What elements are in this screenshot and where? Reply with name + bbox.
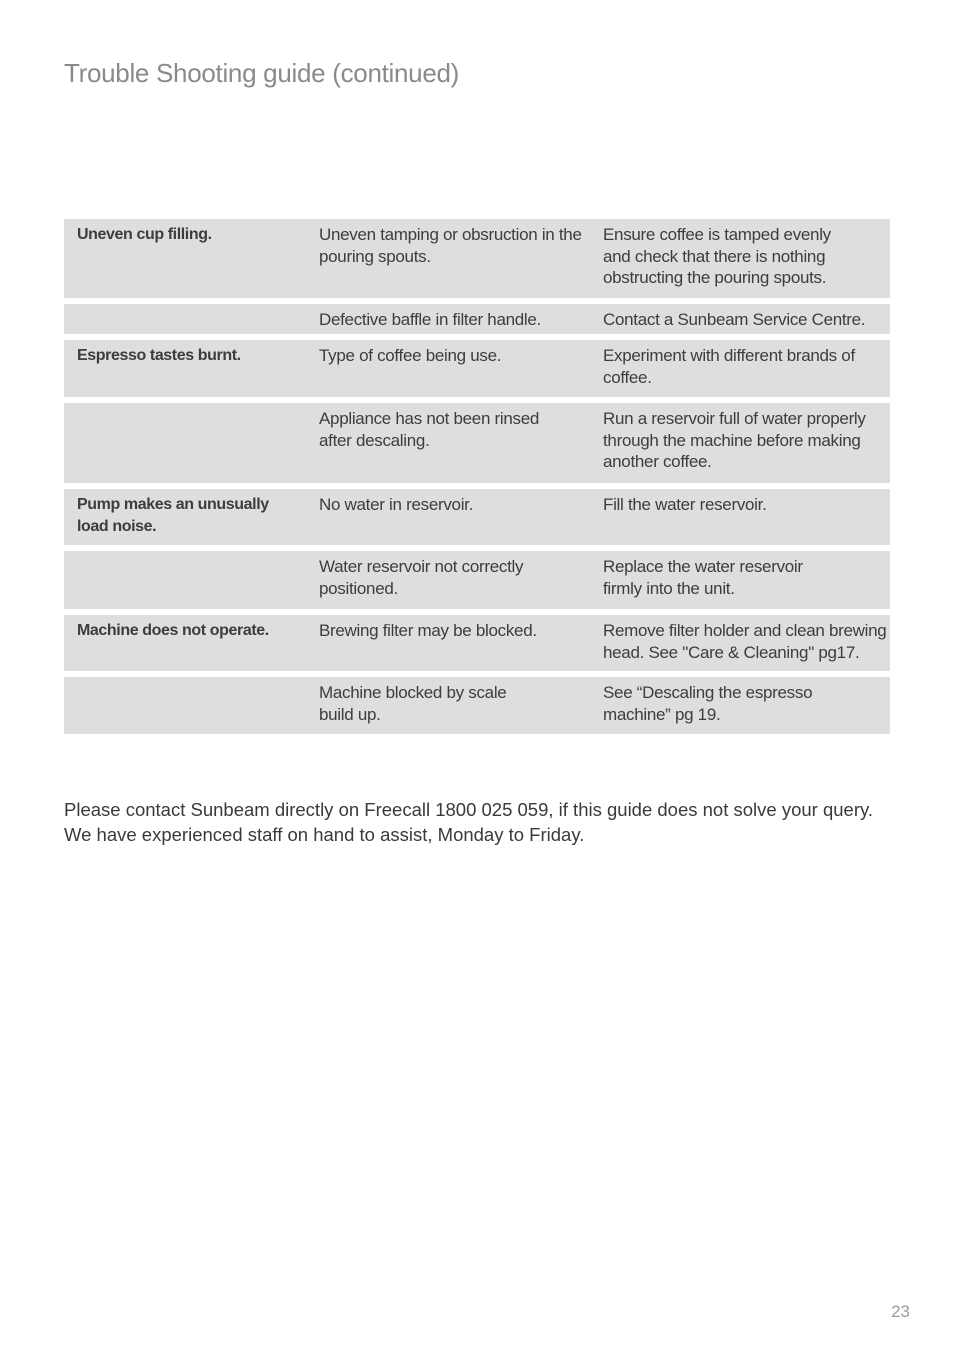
cause-cell: Type of coffee being use. — [319, 346, 502, 365]
table-row — [64, 403, 890, 483]
solution-cell: Ensure coffee is tamped evenly and check that there is nothing obstructing the pouring spouts. — [603, 225, 831, 287]
solution-cell: Contact a Sunbeam Service Centre. — [603, 310, 866, 329]
cause-cell: No water in reservoir. — [319, 495, 474, 514]
contact-note: Please contact Sunbeam directly on Freecall 1800 025 059, if this guide does not solve your query. We have experienced staff on hand to assist, Monday to Friday. — [64, 799, 874, 845]
solution-cell: Replace the water reservoir firmly into the unit. — [603, 557, 803, 598]
troubleshooting-table — [64, 219, 890, 740]
cause-cell: Machine blocked by scale build up. — [319, 683, 507, 724]
problem-cell — [64, 677, 306, 734]
table-row — [64, 219, 890, 298]
cause-cell: Water reservoir not correctly positioned. — [319, 557, 524, 598]
problem-cell — [64, 304, 306, 334]
table-row — [64, 615, 890, 671]
solution-cell: Experiment with different brands of coffee. — [603, 346, 855, 387]
table-row — [64, 551, 890, 609]
problem-cell — [64, 403, 306, 483]
solution-cell: See “Descaling the espresso machine” pg 19. — [603, 683, 813, 724]
problem-cell: Pump makes an unusually load noise. — [77, 496, 269, 535]
table-row — [64, 340, 890, 397]
problem-cell: Machine does not operate. — [77, 622, 269, 639]
problem-cell: Espresso tastes burnt. — [77, 347, 241, 364]
problem-cell — [64, 551, 306, 609]
page-title: Trouble Shooting guide (continued) — [64, 58, 459, 88]
cause-cell: Brewing filter may be blocked. — [319, 621, 537, 640]
cause-cell: Uneven tamping or obsruction in the pouring spouts. — [319, 225, 582, 266]
table-row — [64, 489, 890, 545]
solution-cell: Run a reservoir full of water properly through the machine before making another coffee. — [603, 409, 866, 471]
solution-cell: Fill the water reservoir. — [603, 495, 767, 514]
table-row — [64, 304, 890, 334]
solution-cell: Remove filter holder and clean brewing head. See "Care & Cleaning" pg17. — [603, 621, 887, 662]
table-row — [64, 677, 890, 734]
problem-cell: Uneven cup filling. — [77, 226, 212, 243]
page-number: 23 — [891, 1302, 910, 1321]
cause-cell: Defective baffle in filter handle. — [319, 310, 541, 329]
cause-cell: Appliance has not been rinsed after descaling. — [319, 409, 540, 450]
